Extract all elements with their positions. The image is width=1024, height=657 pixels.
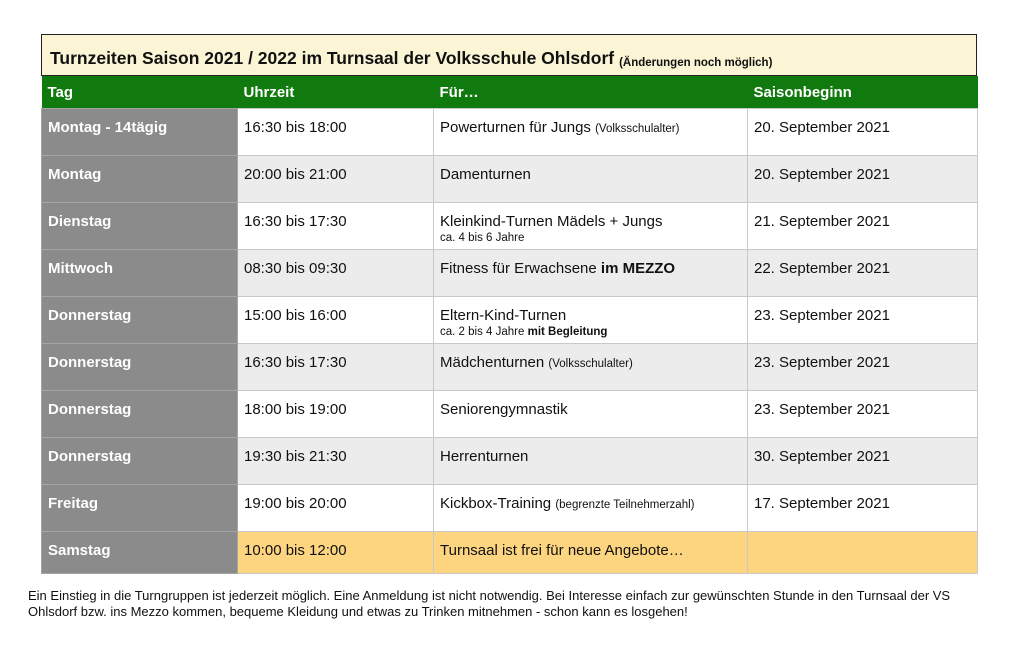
start-date-cell: 20. September 2021	[748, 109, 978, 156]
header-tag: Tag	[42, 76, 238, 109]
footer-note: Ein Einstieg in die Turngruppen ist jederzeit möglich. Eine Anmeldung ist nicht notwendig. Bei Interesse einfach zur gewünschten Stunde in den Turnsaal der VS Ohlsdorf bzw. ins Mezzo kommen, bequeme Kleidung und etwas zu Trinken mitnehmen - schon kann es losgehen!	[28, 588, 951, 619]
table-row	[42, 297, 978, 344]
start-date-cell: 30. September 2021	[748, 438, 978, 485]
title-bar	[41, 34, 977, 76]
table-row	[42, 344, 978, 391]
start-date-cell: 20. September 2021	[748, 156, 978, 203]
time-cell: 08:30 bis 09:30	[238, 250, 434, 297]
start-date-cell: 23. September 2021	[748, 297, 978, 344]
activity-name: Kickbox-Training	[440, 495, 552, 512]
activity-name: Seniorengymnastik	[440, 401, 568, 418]
table-row	[42, 391, 978, 438]
header-fuer: Für…	[434, 76, 748, 109]
day-cell: Donnerstag	[42, 438, 238, 485]
activity-cell	[434, 485, 748, 532]
start-date-cell: 22. September 2021	[748, 250, 978, 297]
time-cell: 20:00 bis 21:00	[238, 156, 434, 203]
activity-subtext-wrap	[440, 326, 747, 338]
time-cell: 15:00 bis 16:00	[238, 297, 434, 344]
activity-note: (Volksschulalter)	[595, 123, 680, 135]
table-row	[42, 109, 978, 156]
start-date-cell: 23. September 2021	[748, 391, 978, 438]
activity-name: Herrenturnen	[440, 448, 529, 465]
activity-location: im MEZZO	[600, 260, 676, 277]
time-cell: 16:30 bis 18:00	[238, 109, 434, 156]
activity-name: Kleinkind-Turnen Mädels + Jungs	[440, 213, 663, 230]
day-cell: Montag - 14tägig	[42, 109, 238, 156]
activity-subtext: ca. 2 bis 4 Jahre	[440, 326, 525, 338]
activity-note: (Volksschulalter)	[548, 358, 633, 370]
time-cell: 16:30 bis 17:30	[238, 203, 434, 250]
table-header	[42, 76, 978, 109]
activity-name: Turnsaal ist frei für neue Angebote…	[440, 542, 684, 559]
page-title: Turnzeiten Saison 2021 / 2022 im Turnsaal der Volksschule Ohlsdorf	[50, 48, 615, 68]
header-uhrzeit: Uhrzeit	[238, 76, 434, 109]
time-cell: 19:00 bis 20:00	[238, 485, 434, 532]
activity-name: Mädchenturnen	[440, 354, 545, 371]
activity-subtext: ca. 4 bis 6 Jahre	[440, 232, 525, 244]
activity-cell	[434, 532, 748, 574]
day-cell: Montag	[42, 156, 238, 203]
day-cell: Dienstag	[42, 203, 238, 250]
activity-cell	[434, 203, 748, 250]
header-row	[42, 76, 978, 109]
time-cell: 19:30 bis 21:30	[238, 438, 434, 485]
activity-cell	[434, 109, 748, 156]
schedule-table	[41, 76, 978, 574]
day-cell: Donnerstag	[42, 391, 238, 438]
start-date-cell	[748, 532, 978, 574]
table-row	[42, 250, 978, 297]
day-cell: Donnerstag	[42, 297, 238, 344]
schedule	[41, 34, 977, 574]
time-cell: 10:00 bis 12:00	[238, 532, 434, 574]
header-saisonbeginn: Saisonbeginn	[748, 76, 978, 109]
activity-cell	[434, 250, 748, 297]
table-row	[42, 156, 978, 203]
time-cell: 18:00 bis 19:00	[238, 391, 434, 438]
activity-cell	[434, 438, 748, 485]
activity-note: (begrenzte Teilnehmerzahl)	[555, 499, 695, 511]
table-body	[42, 109, 978, 574]
activity-cell	[434, 344, 748, 391]
table-row	[42, 438, 978, 485]
title-note: (Änderungen noch möglich)	[619, 57, 773, 69]
day-cell: Samstag	[42, 532, 238, 574]
activity-name: Powerturnen für Jungs	[440, 119, 591, 136]
activity-cell	[434, 297, 748, 344]
day-cell: Donnerstag	[42, 344, 238, 391]
day-cell: Mittwoch	[42, 250, 238, 297]
day-cell: Freitag	[42, 485, 238, 532]
table-row	[42, 203, 978, 250]
activity-name: Damenturnen	[440, 166, 531, 183]
table-row	[42, 485, 978, 532]
activity-cell	[434, 156, 748, 203]
time-cell: 16:30 bis 17:30	[238, 344, 434, 391]
start-date-cell: 23. September 2021	[748, 344, 978, 391]
activity-name: Fitness für Erwachsene	[440, 260, 597, 277]
activity-cell	[434, 391, 748, 438]
activity-subtext-bold: mit Begleitung	[527, 326, 608, 338]
activity-name: Eltern-Kind-Turnen	[440, 307, 567, 324]
start-date-cell: 21. September 2021	[748, 203, 978, 250]
table-row	[42, 532, 978, 574]
start-date-cell: 17. September 2021	[748, 485, 978, 532]
